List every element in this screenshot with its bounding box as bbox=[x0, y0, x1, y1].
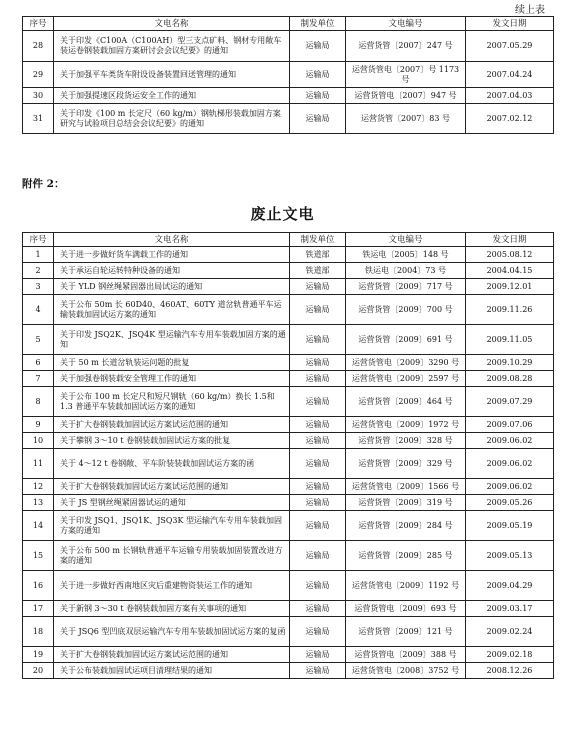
table-row bbox=[23, 325, 554, 355]
continued-table bbox=[22, 16, 554, 134]
issuing-unit: 铁道部 bbox=[290, 263, 346, 279]
issue-date: 2009.11.05 bbox=[466, 325, 554, 355]
issue-date: 2007.02.12 bbox=[466, 104, 554, 134]
document-title: 关于印发 JSQ1、JSQ1K、JSQ3K 型运输汽车专用车装载加固方案的通知 bbox=[54, 511, 290, 541]
row-number: 1 bbox=[23, 247, 54, 263]
issue-date: 2009.07.06 bbox=[466, 417, 554, 433]
row-number: 8 bbox=[23, 387, 54, 417]
table-header-row bbox=[23, 233, 554, 247]
issuing-unit: 运输局 bbox=[290, 647, 346, 663]
document-code: 运营货管电〔2009〕1566 号 bbox=[346, 479, 466, 495]
row-number: 17 bbox=[23, 601, 54, 617]
issue-date: 2009.05.19 bbox=[466, 511, 554, 541]
document-code: 运营货管电〔2009〕1972 号 bbox=[346, 417, 466, 433]
table-row bbox=[23, 617, 554, 647]
row-number: 30 bbox=[23, 88, 54, 104]
table-row bbox=[23, 371, 554, 387]
document-title: 关于承运自轮运转特种设备的通知 bbox=[54, 263, 290, 279]
row-number: 13 bbox=[23, 495, 54, 511]
row-number: 5 bbox=[23, 325, 54, 355]
issuing-unit: 运输局 bbox=[290, 479, 346, 495]
row-number: 31 bbox=[23, 104, 54, 134]
document-code: 运营货管电〔2007〕947 号 bbox=[346, 88, 466, 104]
header-date: 发文日期 bbox=[466, 233, 554, 247]
issue-date: 2009.02.18 bbox=[466, 647, 554, 663]
row-number: 9 bbox=[23, 417, 54, 433]
table-row bbox=[23, 647, 554, 663]
issuing-unit: 铁道部 bbox=[290, 247, 346, 263]
header-unit: 制发单位 bbox=[290, 17, 346, 31]
document-title: 关于进一步做好货车满载工作的通知 bbox=[54, 247, 290, 263]
table-row bbox=[23, 571, 554, 601]
row-number: 19 bbox=[23, 647, 54, 663]
document-title: 关于扩大卷钢装载加固试运方案试运范围的通知 bbox=[54, 417, 290, 433]
table-row bbox=[23, 88, 554, 104]
table-row bbox=[23, 601, 554, 617]
row-number: 12 bbox=[23, 479, 54, 495]
issue-date: 2009.12.01 bbox=[466, 279, 554, 295]
row-number: 18 bbox=[23, 617, 54, 647]
document-title: 关于印发《C100A（C100AH）型三支点矿料、钢材专用敞车装运卷钢装载加固方案研讨会会议纪要》的通知 bbox=[54, 31, 290, 62]
issue-date: 2005.08.12 bbox=[466, 247, 554, 263]
issuing-unit: 运输局 bbox=[290, 663, 346, 679]
issuing-unit: 运输局 bbox=[290, 541, 346, 571]
header-code: 文电编号 bbox=[346, 233, 466, 247]
row-number: 14 bbox=[23, 511, 54, 541]
issue-date: 2009.06.02 bbox=[466, 433, 554, 449]
issue-date: 2009.04.29 bbox=[466, 571, 554, 601]
document-title: 关于印发 JSQ2K、JSQ4K 型运输汽车专用车装载加固方案的通知 bbox=[54, 325, 290, 355]
document-code: 铁运电〔2004〕73 号 bbox=[346, 263, 466, 279]
issue-date: 2009.11.26 bbox=[466, 295, 554, 325]
header-code: 文电编号 bbox=[346, 17, 466, 31]
issuing-unit: 运输局 bbox=[290, 617, 346, 647]
issuing-unit: 运输局 bbox=[290, 387, 346, 417]
document-code: 运营货管电〔2009〕3290 号 bbox=[346, 355, 466, 371]
header-unit: 制发单位 bbox=[290, 233, 346, 247]
issuing-unit: 运输局 bbox=[290, 104, 346, 134]
table-row bbox=[23, 433, 554, 449]
header-date: 发文日期 bbox=[466, 17, 554, 31]
issuing-unit: 运输局 bbox=[290, 495, 346, 511]
document-code: 运营货管〔2009〕328 号 bbox=[346, 433, 466, 449]
row-number: 10 bbox=[23, 433, 54, 449]
document-code: 运营货管电〔2009〕1192 号 bbox=[346, 571, 466, 601]
document-code: 运营货管〔2009〕285 号 bbox=[346, 541, 466, 571]
table-row bbox=[23, 247, 554, 263]
attachment-label: 附件 2： bbox=[22, 178, 65, 190]
document-code: 运营货管〔2009〕464 号 bbox=[346, 387, 466, 417]
table-row bbox=[23, 279, 554, 295]
document-title: 关于攀钢 3～10 t 卷钢装载加固试运方案的批复 bbox=[54, 433, 290, 449]
document-title: 关于 YLD 钢丝绳紧固器出局试运的通知 bbox=[54, 279, 290, 295]
row-number: 3 bbox=[23, 279, 54, 295]
document-title: 关于 JS 型钢丝绳紧固器试运的通知 bbox=[54, 495, 290, 511]
issue-date: 2007.04.24 bbox=[466, 62, 554, 88]
table-row bbox=[23, 417, 554, 433]
table-row bbox=[23, 511, 554, 541]
row-number: 29 bbox=[23, 62, 54, 88]
document-code: 运营货管电〔2007〕号 1173 号 bbox=[346, 62, 466, 88]
issue-date: 2009.07.29 bbox=[466, 387, 554, 417]
section-title: 废止文电 bbox=[250, 205, 315, 223]
issue-date: 2007.04.03 bbox=[466, 88, 554, 104]
document-code: 运营货管〔2009〕284 号 bbox=[346, 511, 466, 541]
document-code: 运营货管电〔2009〕388 号 bbox=[346, 647, 466, 663]
document-code: 运营货管电〔2008〕3752 号 bbox=[346, 663, 466, 679]
document-code: 运营货管〔2009〕700 号 bbox=[346, 295, 466, 325]
issuing-unit: 运输局 bbox=[290, 571, 346, 601]
document-code: 运营货管〔2007〕247 号 bbox=[346, 31, 466, 62]
row-number: 28 bbox=[23, 31, 54, 62]
table-row bbox=[23, 387, 554, 417]
issue-date: 2009.10.29 bbox=[466, 355, 554, 371]
issuing-unit: 运输局 bbox=[290, 511, 346, 541]
issuing-unit: 运输局 bbox=[290, 433, 346, 449]
document-code: 运营货管〔2009〕121 号 bbox=[346, 617, 466, 647]
document-title: 关于印发《100 m 长定尺（60 kg/m）钢轨梯形装载加固方案研究与试验项目总结会会议纪要》的通知 bbox=[54, 104, 290, 134]
header-name: 文电名称 bbox=[54, 17, 290, 31]
issuing-unit: 运输局 bbox=[290, 601, 346, 617]
issuing-unit: 运输局 bbox=[290, 62, 346, 88]
document-title: 关于 JSQ6 型凹底双层运输汽车专用车装载加固试运方案的复函 bbox=[54, 617, 290, 647]
table-row bbox=[23, 31, 554, 62]
table-row bbox=[23, 449, 554, 479]
row-number: 7 bbox=[23, 371, 54, 387]
document-title: 关于加强平车类货车附设设备装置回送管理的通知 bbox=[54, 62, 290, 88]
issue-date: 2009.05.13 bbox=[466, 541, 554, 571]
document-title: 关于 4～12 t 卷钢敞、平车阶装装载加固试运方案的函 bbox=[54, 449, 290, 479]
issuing-unit: 运输局 bbox=[290, 355, 346, 371]
document-code: 运营货管〔2009〕329 号 bbox=[346, 449, 466, 479]
issuing-unit: 运输局 bbox=[290, 449, 346, 479]
issue-date: 2007.05.29 bbox=[466, 31, 554, 62]
document-code: 运营货管〔2009〕319 号 bbox=[346, 495, 466, 511]
row-number: 11 bbox=[23, 449, 54, 479]
issuing-unit: 运输局 bbox=[290, 325, 346, 355]
row-number: 6 bbox=[23, 355, 54, 371]
issuing-unit: 运输局 bbox=[290, 295, 346, 325]
document-title: 关于扩大卷钢装载加固试运方案试运范围的通知 bbox=[54, 647, 290, 663]
continued-label: 续上表 bbox=[515, 5, 545, 16]
document-code: 运营货管〔2009〕717 号 bbox=[346, 279, 466, 295]
header-no: 序号 bbox=[23, 233, 54, 247]
document-code: 运营货管〔2007〕83 号 bbox=[346, 104, 466, 134]
issue-date: 2009.02.24 bbox=[466, 617, 554, 647]
row-number: 4 bbox=[23, 295, 54, 325]
issue-date: 2004.04.15 bbox=[466, 263, 554, 279]
issuing-unit: 运输局 bbox=[290, 371, 346, 387]
document-code: 铁运电〔2005〕148 号 bbox=[346, 247, 466, 263]
issue-date: 2009.06.02 bbox=[466, 479, 554, 495]
issuing-unit: 运输局 bbox=[290, 417, 346, 433]
document-code: 运营货管电〔2009〕2597 号 bbox=[346, 371, 466, 387]
table-row bbox=[23, 62, 554, 88]
document-code: 运营货管〔2009〕691 号 bbox=[346, 325, 466, 355]
issue-date: 2009.08.28 bbox=[466, 371, 554, 387]
table-row bbox=[23, 295, 554, 325]
row-number: 20 bbox=[23, 663, 54, 679]
document-title: 关于公布 500 m 长钢轨普通平车运输专用装载加固装置改进方案的通知 bbox=[54, 541, 290, 571]
row-number: 16 bbox=[23, 571, 54, 601]
document-title: 关于公布 100 m 长定尺和短尺钢轨（60 kg/m）换长 1.5和1.3 普通平车装载加固试运方案的通知 bbox=[54, 387, 290, 417]
issue-date: 2009.03.17 bbox=[466, 601, 554, 617]
table-row bbox=[23, 104, 554, 134]
issuing-unit: 运输局 bbox=[290, 31, 346, 62]
row-number: 15 bbox=[23, 541, 54, 571]
table-row bbox=[23, 355, 554, 371]
issue-date: 2009.06.02 bbox=[466, 449, 554, 479]
table-row bbox=[23, 541, 554, 571]
table-row bbox=[23, 479, 554, 495]
document-code: 运营货管电〔2009〕693 号 bbox=[346, 601, 466, 617]
abolished-documents-table bbox=[22, 232, 554, 679]
header-no: 序号 bbox=[23, 17, 54, 31]
issue-date: 2008.12.26 bbox=[466, 663, 554, 679]
table-row bbox=[23, 663, 554, 679]
document-title: 关于加强卷钢装载安全管理工作的通知 bbox=[54, 371, 290, 387]
document-title: 关于 50 m 长道岔轨装运问题的批复 bbox=[54, 355, 290, 371]
document-title: 关于公布装载加固试运项目清理结果的通知 bbox=[54, 663, 290, 679]
table-row bbox=[23, 263, 554, 279]
document-title: 关于公布 50m 长 60D40、460AT、60TY 道岔轨普通平车运输装载加固试运方案的通知 bbox=[54, 295, 290, 325]
issuing-unit: 运输局 bbox=[290, 88, 346, 104]
issuing-unit: 运输局 bbox=[290, 279, 346, 295]
row-number: 2 bbox=[23, 263, 54, 279]
document-title: 关于加强提速区段货运安全工作的通知 bbox=[54, 88, 290, 104]
table-header-row bbox=[23, 17, 554, 31]
document-title: 关于进一步做好西南地区灾后重建物资装运工作的通知 bbox=[54, 571, 290, 601]
header-name: 文电名称 bbox=[54, 233, 290, 247]
issue-date: 2009.05.26 bbox=[466, 495, 554, 511]
table-row bbox=[23, 495, 554, 511]
document-title: 关于扩大卷钢装载加固试运方案试运范围的通知 bbox=[54, 479, 290, 495]
document-title: 关于新钢 3～30 t 卷钢装载加固方案有关事项的通知 bbox=[54, 601, 290, 617]
